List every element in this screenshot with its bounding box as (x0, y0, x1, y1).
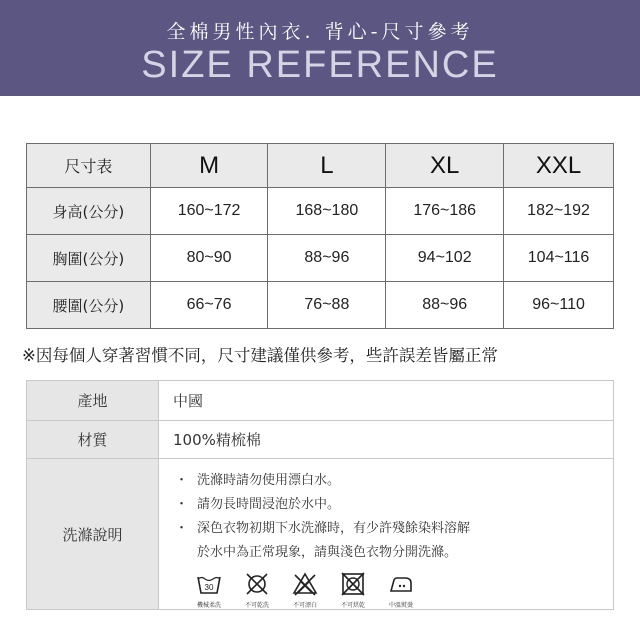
wash-30-icon (196, 571, 222, 597)
table-row (27, 282, 614, 329)
table-cell: 182~192 (504, 188, 614, 235)
size-table-header (27, 144, 614, 188)
care-caption: 機械柔洗 (196, 602, 221, 609)
size-header-m: M (150, 144, 268, 188)
care-caption: 不可烘乾 (340, 602, 365, 609)
size-header-xxl: XXL (504, 144, 614, 188)
origin-value: 中國 (159, 381, 614, 421)
list-item (175, 517, 613, 565)
no-tumble-dry-icon (244, 571, 270, 597)
page-title: 全棉男性內衣. 背心-尺寸參考 (166, 21, 474, 43)
table-cell: 176~186 (386, 188, 504, 235)
care-caption: 中溫熨燙 (388, 602, 413, 609)
table-row (27, 381, 614, 421)
origin-label: 產地 (27, 381, 159, 421)
size-header-xl: XL (386, 144, 504, 188)
care-symbol (333, 571, 373, 609)
size-table (26, 143, 614, 329)
size-table-corner: 尺寸表 (27, 144, 151, 188)
table-row (27, 188, 614, 235)
table-cell: 88~96 (386, 282, 504, 329)
page-subtitle: SIZE REFERENCE (141, 44, 499, 86)
row-label-chest: 胸圍(公分) (27, 235, 151, 282)
table-cell: 160~172 (150, 188, 268, 235)
care-caption: 不可漂白 (292, 602, 317, 609)
table-cell: 66~76 (150, 282, 268, 329)
wash-instructions (159, 459, 614, 610)
list-item (175, 469, 613, 493)
table-row (27, 235, 614, 282)
care-symbol (381, 571, 421, 609)
material-label: 材質 (27, 421, 159, 459)
care-symbol (189, 571, 229, 609)
material-value: 100%精梳棉 (159, 421, 614, 459)
wash-list (173, 459, 613, 565)
wash-item-text: 洗滌時請勿使用漂白水。 (197, 473, 341, 488)
bullet: ・ (175, 521, 189, 536)
table-cell: 96~110 (504, 282, 614, 329)
size-disclaimer: ※因每個人穿著習慣不同，尺寸建議僅供參考，些許誤差皆屬正常 (22, 346, 498, 365)
table-cell: 88~96 (268, 235, 386, 282)
table-row (27, 459, 614, 610)
care-caption: 不可乾洗 (244, 602, 269, 609)
table-cell: 94~102 (386, 235, 504, 282)
list-item (175, 493, 613, 517)
iron-medium-icon (388, 571, 414, 597)
wash-temperature: 30 (204, 583, 214, 592)
table-cell: 80~90 (150, 235, 268, 282)
table-cell: 76~88 (268, 282, 386, 329)
care-symbol (285, 571, 325, 609)
bullet: ・ (175, 473, 189, 488)
wash-item-continuation: 於水中為正常現象，請與淺色衣物分開洗滌。 (197, 545, 458, 560)
table-cell: 104~116 (504, 235, 614, 282)
row-label-waist: 腰圍(公分) (27, 282, 151, 329)
care-symbol (237, 571, 277, 609)
size-header-l: L (268, 144, 386, 188)
wash-label: 洗滌說明 (27, 459, 159, 610)
no-bleach-icon (292, 571, 318, 597)
bullet: ・ (175, 497, 189, 512)
row-label-height: 身高(公分) (27, 188, 151, 235)
table-cell: 168~180 (268, 188, 386, 235)
wash-item-text: 深色衣物初期下水洗滌時，有少許殘餘染料溶解 (197, 521, 471, 536)
header-banner (0, 0, 640, 96)
product-info-table (26, 380, 614, 610)
table-row (27, 421, 614, 459)
care-symbols (189, 571, 613, 609)
wash-item-text: 請勿長時間浸泡於水中。 (197, 497, 341, 512)
no-dryer-icon (340, 571, 366, 597)
